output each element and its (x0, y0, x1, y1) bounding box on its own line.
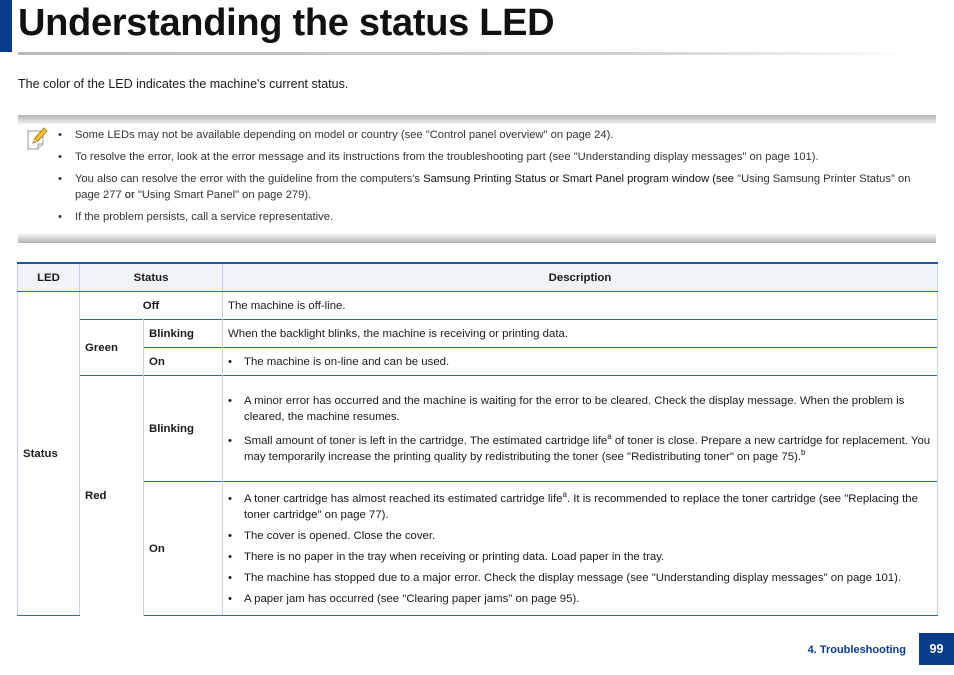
description-green-on (223, 348, 938, 376)
footnote-marker: b (801, 447, 806, 457)
status-green-blinking: Blinking (144, 320, 223, 348)
note-link[interactable]: "Using Smart Panel" on page 279). (137, 189, 312, 201)
description-item (228, 433, 932, 465)
note-link[interactable]: "Using Samsung Printer Status" on page 277 (75, 173, 911, 201)
status-red-on: On (144, 482, 223, 616)
table-row (18, 376, 938, 482)
footnote-marker: a (607, 431, 612, 441)
page-number: 99 (919, 633, 954, 665)
status-red: Red (80, 376, 144, 616)
description-item: • A paper jam has occurred (see "Clearing paper jams" on page 95). (228, 591, 932, 607)
page-title: Understanding the status LED (18, 2, 555, 44)
description-red-blinking (223, 376, 938, 482)
description-text: . It is recommended to replace the toner cartridge (see "Replacing the toner cartridge" on page 77). (244, 492, 918, 521)
intro-text: The color of the LED indicates the machine's current status. (18, 77, 349, 91)
note-item: • To resolve the error, look at the error message and its instructions from the troubleshooting part (see "Understanding display messages" on page 101). (58, 149, 930, 165)
note-item (58, 171, 930, 203)
status-red-blinking: Blinking (144, 376, 223, 482)
header-description: Description (223, 263, 938, 292)
led-status-table (17, 262, 938, 616)
status-off: Off (80, 292, 223, 320)
table-row (18, 482, 938, 616)
table-header-row (18, 263, 938, 292)
note-item: • If the problem persists, call a service representative. (58, 209, 930, 225)
description-item: • A minor error has occurred and the machine is waiting for the error to be cleared. Check the display message. When the problem is cleared, the machine resumes. (228, 393, 932, 425)
note-list (58, 127, 930, 231)
table-row (18, 292, 938, 320)
description-item: • There is no paper in the tray when receiving or printing data. Load paper in the tray. (228, 549, 932, 565)
note-top-rule (18, 115, 936, 124)
status-green: Green (80, 320, 144, 376)
description-text: Small amount of toner is left in the cartridge. The estimated cartridge life (244, 434, 608, 447)
note-item: • Some LEDs may not be available depending on model or country (see "Control panel overview" on page 24). (58, 127, 930, 143)
title-accent-bar (0, 0, 12, 52)
table-row (18, 348, 938, 376)
note-text-emphasis: Samsung Printing Status or Smart Panel program window (see (423, 173, 738, 185)
note-text-emphasis: or (121, 189, 138, 201)
title-underline (18, 52, 918, 55)
description-item: • The machine has stopped due to a major error. Check the display message (see "Understanding display messages" on page 101). (228, 570, 932, 586)
description-off: The machine is off-line. (223, 292, 938, 320)
header-status: Status (80, 263, 223, 292)
note-pencil-icon (25, 127, 49, 151)
status-green-on: On (144, 348, 223, 376)
description-green-blinking: When the backlight blinks, the machine is receiving or printing data. (223, 320, 938, 348)
note-box (18, 115, 936, 243)
note-bottom-rule (18, 234, 936, 243)
led-status-label: Status (18, 292, 80, 616)
description-text: A toner cartridge has almost reached its estimated cartridge life (244, 492, 563, 505)
footnote-marker: a (562, 489, 567, 499)
description-item: • The machine is on-line and can be used. (228, 354, 932, 370)
description-item: • The cover is opened. Close the cover. (228, 528, 932, 544)
table-row (18, 320, 938, 348)
header-led: LED (18, 263, 80, 292)
note-text: You also can resolve the error with the guideline from the computers's (75, 173, 424, 185)
footer-section-title: 4. Troubleshooting (807, 644, 906, 656)
description-red-on (223, 482, 938, 616)
description-item (228, 491, 932, 523)
description-text: of toner is close. Prepare a new cartridge for replacement. You may temporarily increase the printing quality by redistributing the toner (see "Redistributing toner" on page 75). (244, 434, 931, 463)
